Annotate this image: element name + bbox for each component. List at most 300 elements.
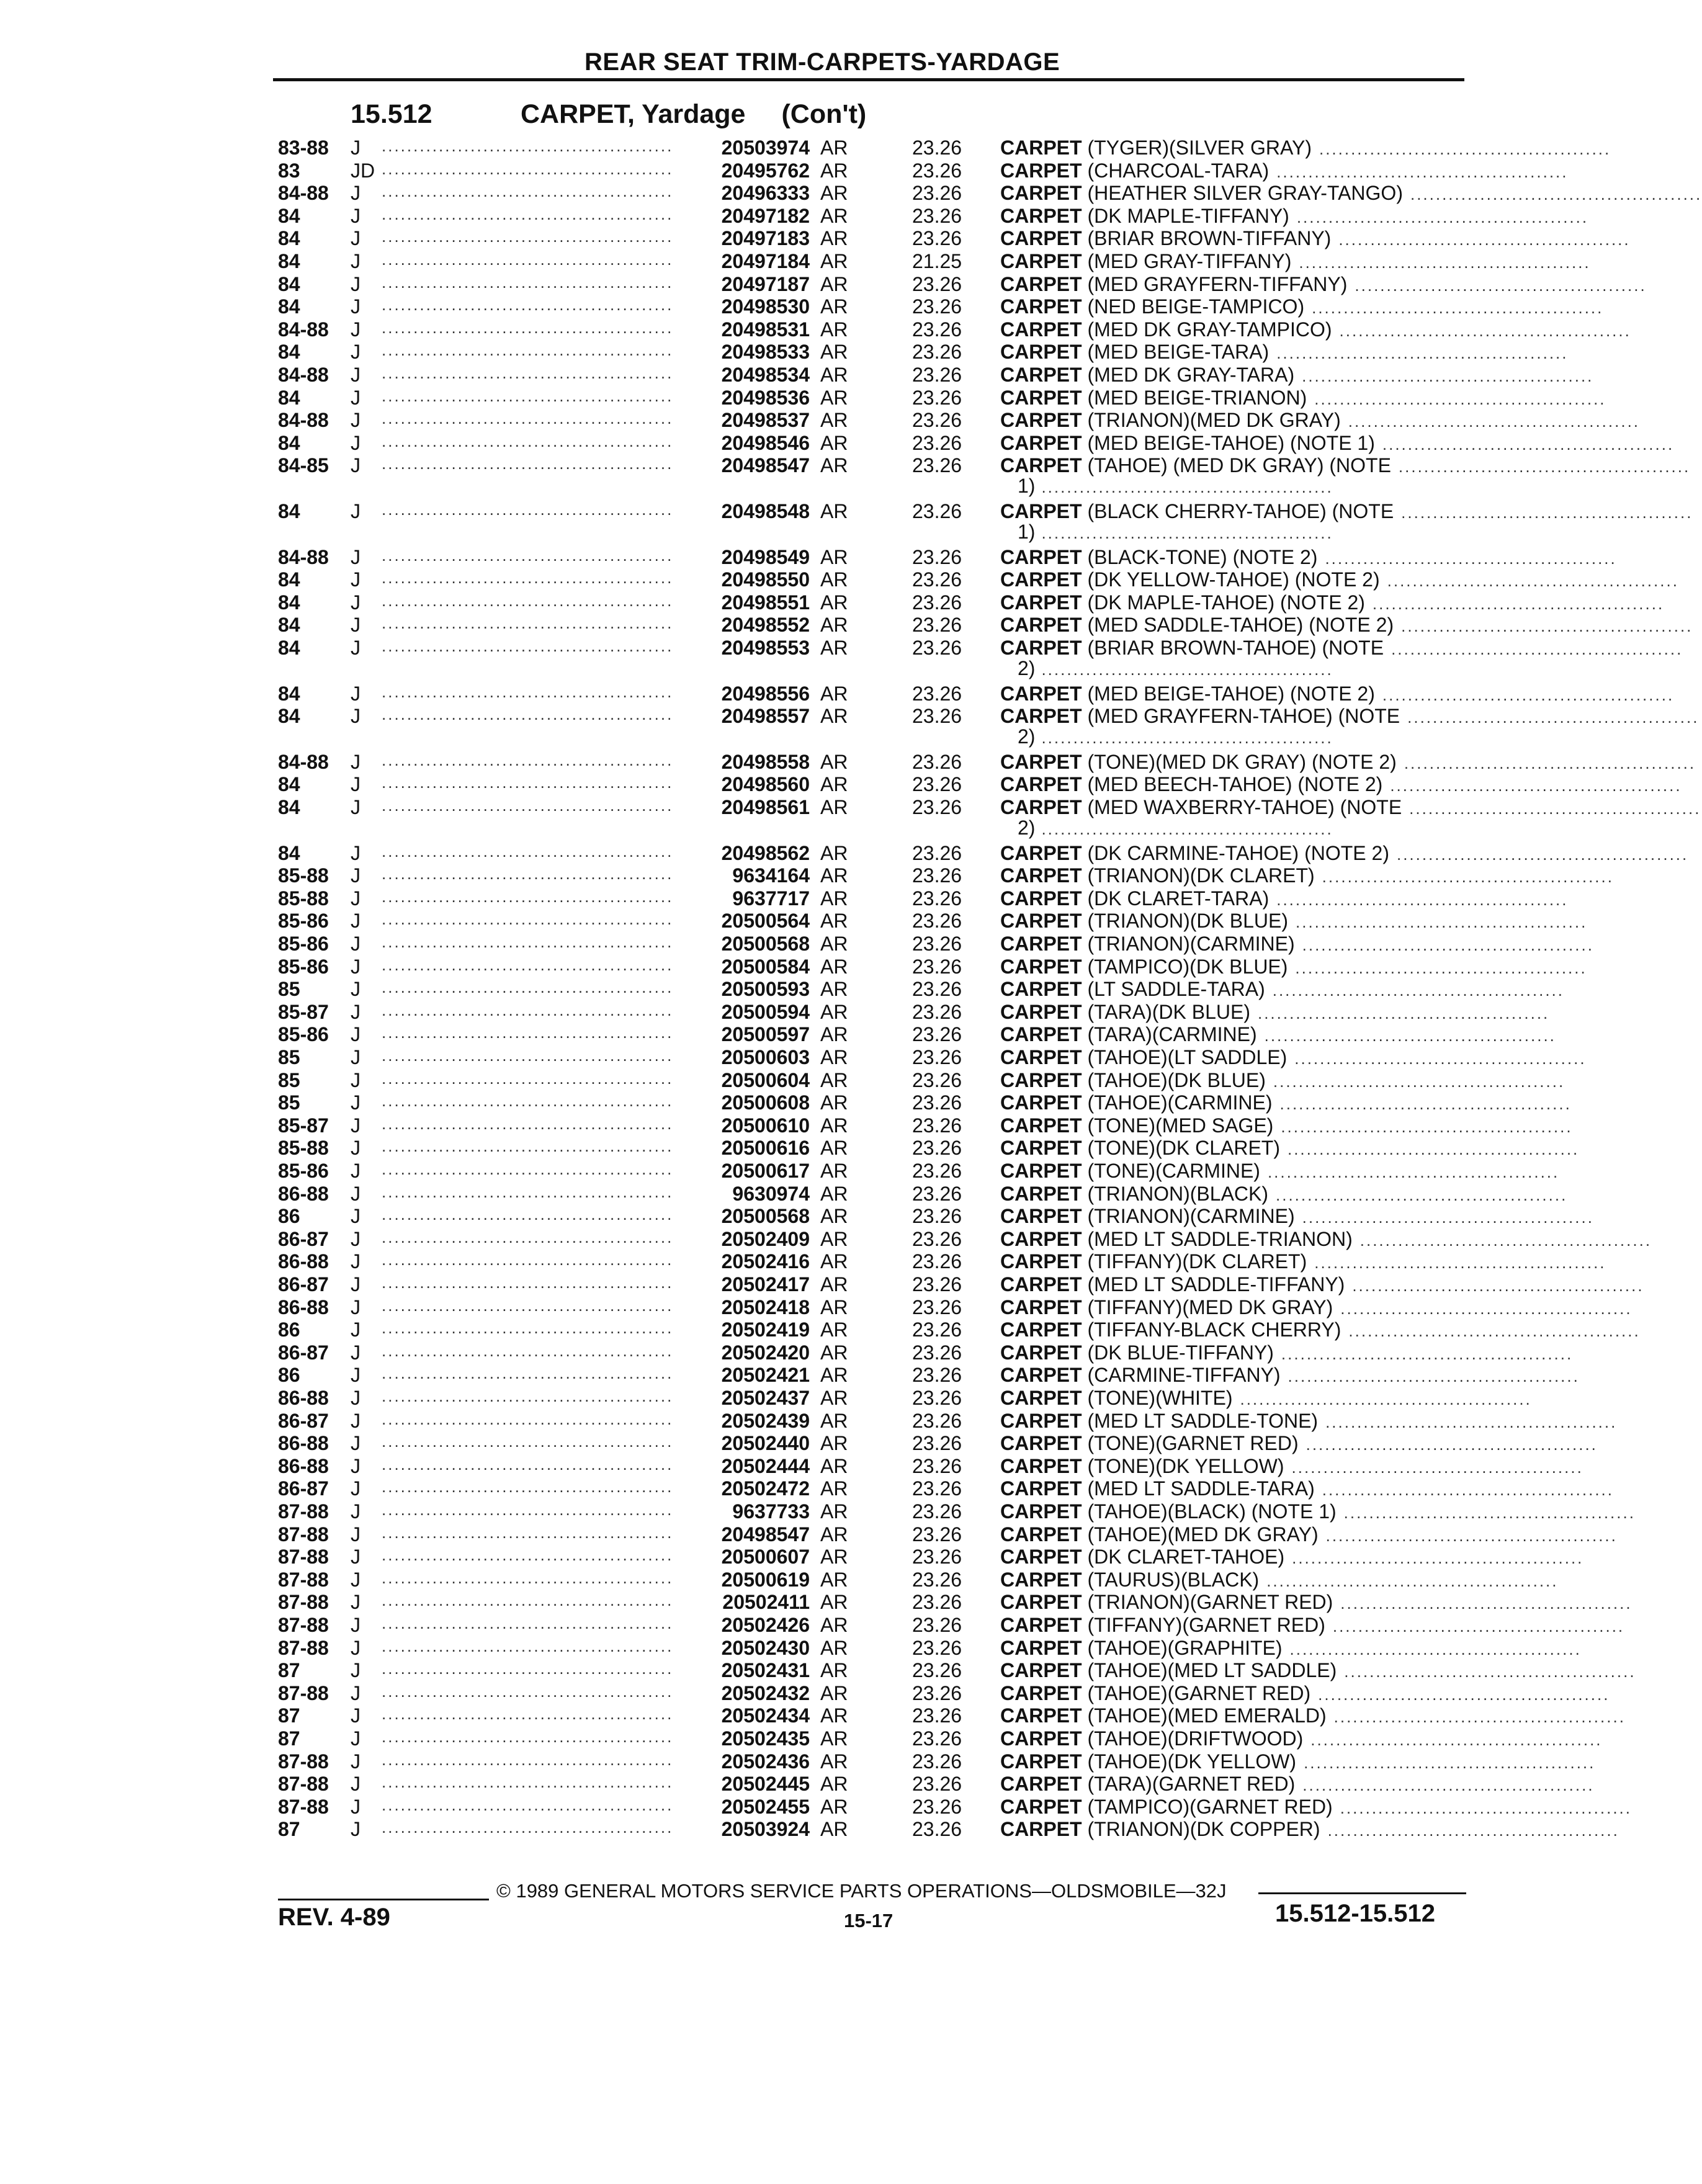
description [1000, 1227, 1652, 1251]
description-text: (TONE)(CARMINE) [1087, 1160, 1260, 1182]
model-years: 85-86 [278, 910, 329, 933]
description [1000, 1568, 1559, 1591]
description-text: (MED GRAYFERN-TAHOE) (NOTE [1087, 705, 1400, 728]
description-text: (TARA)(DK BLUE) [1087, 1000, 1250, 1023]
quantity: AR [820, 1636, 848, 1659]
price: 23.26 [912, 1160, 962, 1182]
quantity: AR [820, 1250, 848, 1273]
table-row [0, 500, 1693, 522]
model-years: 84 [278, 568, 300, 591]
table-row [0, 955, 1587, 978]
description-text: (BLACK-TONE) (NOTE 2) [1087, 545, 1318, 568]
price: 23.26 [912, 1387, 962, 1409]
item-word: CARPET [1000, 409, 1082, 432]
description [1000, 1409, 1618, 1433]
part-number: 20500568 [721, 933, 810, 955]
quantity: AR [820, 1568, 848, 1591]
price: 23.26 [912, 978, 962, 1001]
description-leader: .............................................. [1344, 1662, 1636, 1681]
description [1000, 204, 1589, 228]
price: 23.26 [912, 933, 962, 955]
description-text: (DK CLARET-TARA) [1087, 887, 1270, 910]
quantity: AR [820, 841, 848, 864]
quantity: AR [820, 204, 848, 227]
description-leader: .............................................. [1289, 1639, 1582, 1658]
body-code: J [351, 1454, 361, 1477]
description-continuation [1018, 521, 1446, 544]
price: 23.26 [912, 295, 962, 318]
description-text: (TRIANON)(GARNET RED) [1087, 1591, 1333, 1614]
description-leader: .............................................. [1348, 412, 1641, 431]
description [1000, 1160, 1560, 1183]
table-row [0, 1296, 1633, 1318]
description-text: (MED LT SADDLE-TARA) [1087, 1477, 1315, 1500]
continuation-leader: .............................................. [1041, 523, 1333, 542]
leader-dots: .............................................. [382, 1364, 674, 1383]
description-leader: .............................................. [1302, 1776, 1595, 1795]
price: 23.26 [912, 614, 962, 637]
description-leader: .............................................. [1382, 434, 1675, 454]
leader-dots: .............................................. [382, 1387, 674, 1405]
description-leader: .............................................. [1318, 1685, 1610, 1704]
part-number: 20500608 [721, 1091, 810, 1114]
body-code: J [351, 887, 361, 910]
table-row [0, 204, 1589, 227]
description-text: (TRIANON)(DK COPPER) [1087, 1818, 1320, 1841]
description [1000, 1454, 1583, 1478]
model-years: 85 [278, 1068, 300, 1091]
part-number: 9637733 [732, 1500, 810, 1523]
description [1000, 1477, 1615, 1500]
description-leader: .............................................. [1319, 140, 1611, 158]
quantity: AR [820, 773, 848, 796]
description [1000, 1273, 1644, 1296]
quantity: AR [820, 409, 848, 432]
description-text: (CHARCOAL-TARA) [1087, 159, 1270, 182]
model-years: 87-88 [278, 1523, 329, 1546]
quantity: AR [820, 1023, 848, 1046]
price: 23.26 [912, 1046, 962, 1068]
item-word: CARPET [1000, 1137, 1082, 1160]
description-leader: .............................................. [1390, 776, 1682, 795]
part-number: 20503924 [721, 1818, 810, 1841]
part-number: 20498533 [721, 341, 810, 364]
part-number: 20498562 [721, 841, 810, 864]
description [1000, 910, 1588, 933]
item-word: CARPET [1000, 1341, 1082, 1364]
quantity: AR [820, 318, 848, 341]
description-leader: .............................................. [1266, 1571, 1559, 1590]
item-word: CARPET [1000, 545, 1082, 568]
description-text: (MED BEIGE-TARA) [1087, 341, 1270, 364]
price: 23.26 [912, 1318, 962, 1341]
body-code: J [351, 682, 361, 705]
part-number: 9630974 [732, 1182, 810, 1205]
body-code: J [351, 568, 361, 591]
model-years: 87-88 [278, 1681, 329, 1704]
quantity: AR [820, 1364, 848, 1387]
table-row [0, 545, 1617, 568]
quantity: AR [820, 227, 848, 250]
description [1000, 1681, 1610, 1705]
quantity: AR [820, 1046, 848, 1068]
part-number: 20498547 [721, 454, 810, 477]
price: 23.26 [912, 1546, 962, 1569]
description-leader: .............................................. [1294, 1049, 1587, 1068]
model-years: 86-88 [278, 1250, 329, 1273]
description-text: (MED GRAY-TIFFANY) [1087, 250, 1292, 272]
table-row [0, 364, 1594, 386]
item-word: CARPET [1000, 1681, 1082, 1704]
leader-dots: .............................................. [382, 1454, 674, 1474]
description-leader: .............................................. [1348, 1322, 1641, 1341]
description [1000, 705, 1700, 728]
body-code: J [351, 1500, 361, 1523]
table-row [0, 1409, 1618, 1432]
table-row [0, 1795, 1632, 1818]
item-word: CARPET [1000, 1546, 1082, 1569]
price: 23.26 [912, 1795, 962, 1818]
item-word: CARPET [1000, 1000, 1082, 1023]
item-word: CARPET [1000, 568, 1082, 591]
table-row [0, 705, 1700, 728]
model-years: 85-88 [278, 864, 329, 887]
price: 23.26 [912, 1523, 962, 1546]
price: 23.26 [912, 705, 962, 728]
table-row [0, 1546, 1584, 1569]
leader-dots: .............................................. [382, 637, 674, 655]
quantity: AR [820, 1114, 848, 1137]
quantity: AR [820, 614, 848, 637]
item-word: CARPET [1000, 431, 1082, 454]
leader-dots: .............................................. [382, 1296, 674, 1315]
description-leader: .............................................. [1340, 1299, 1633, 1318]
description-text: (DK CLARET-TAHOE) [1087, 1546, 1285, 1569]
item-word: CARPET [1000, 1114, 1082, 1137]
item-word: CARPET [1000, 500, 1082, 522]
quantity: AR [820, 1523, 848, 1546]
description-text: (MED BEECH-TAHOE) (NOTE 2) [1087, 773, 1383, 796]
description-text: (TAURUS)(BLACK) [1087, 1568, 1260, 1591]
description-text: (TONE)(DK CLARET) [1087, 1137, 1280, 1160]
price: 23.26 [912, 1591, 962, 1614]
table-row [0, 1227, 1652, 1250]
quantity: AR [820, 136, 848, 159]
leader-dots: .............................................. [382, 1409, 674, 1428]
item-word: CARPET [1000, 386, 1082, 409]
model-years: 86-87 [278, 1341, 329, 1364]
model-years: 87-88 [278, 1568, 329, 1591]
leader-dots: .............................................. [382, 1046, 674, 1065]
model-years: 86-87 [278, 1227, 329, 1250]
quantity: AR [820, 250, 848, 272]
description-leader: .............................................. [1343, 1503, 1636, 1522]
price: 23.26 [912, 1068, 962, 1091]
description-text: (MED LT SADDLE-TRIANON) [1087, 1227, 1353, 1250]
description-text: (TAHOE)(MED LT SADDLE) [1087, 1659, 1337, 1682]
model-years: 84 [278, 500, 300, 522]
description-leader: .............................................. [1292, 1549, 1584, 1568]
quantity: AR [820, 1795, 848, 1818]
continuation-text: 2) [1018, 656, 1036, 679]
price: 23.26 [912, 750, 962, 773]
part-number: 20496333 [721, 182, 810, 205]
quantity: AR [820, 159, 848, 182]
quantity: AR [820, 864, 848, 887]
model-years: 84 [278, 250, 300, 272]
description-leader: .............................................. [1404, 753, 1696, 772]
description-leader: .............................................. [1340, 1798, 1632, 1817]
price: 23.26 [912, 341, 962, 364]
description-text: (DK MAPLE-TIFFANY) [1087, 204, 1289, 227]
table-row [0, 1432, 1598, 1455]
item-word: CARPET [1000, 1364, 1082, 1387]
part-number: 20500564 [721, 910, 810, 933]
body-code: J [351, 1273, 361, 1296]
description [1000, 364, 1594, 387]
model-years: 85-86 [278, 933, 329, 955]
description-text: (BRIAR BROWN-TAHOE) (NOTE [1087, 637, 1384, 659]
quantity: AR [820, 1341, 848, 1364]
body-code: J [351, 1750, 361, 1773]
body-code: J [351, 272, 361, 295]
leader-dots: .............................................. [382, 295, 674, 315]
description-text: (DK YELLOW-TAHOE) (NOTE 2) [1087, 568, 1380, 591]
quantity: AR [820, 341, 848, 364]
section-range: 15.512-15.512 [1275, 1900, 1436, 1927]
table-row [0, 1681, 1610, 1704]
table-row [0, 318, 1631, 341]
table-row [0, 750, 1696, 773]
item-word: CARPET [1000, 978, 1082, 1001]
part-number: 20498547 [721, 1523, 810, 1546]
body-code: J [351, 1636, 361, 1659]
model-years: 84 [278, 204, 300, 227]
quantity: AR [820, 1500, 848, 1523]
body-code: J [351, 1409, 361, 1432]
leader-dots: .............................................. [382, 591, 674, 610]
price: 23.26 [912, 1432, 962, 1455]
quantity: AR [820, 272, 848, 295]
table-row [0, 933, 1594, 955]
model-years: 87-88 [278, 1591, 329, 1614]
quantity: AR [820, 1227, 848, 1250]
description-leader: .............................................. [1382, 685, 1675, 704]
quantity: AR [820, 796, 848, 818]
part-number: 20498551 [721, 591, 810, 614]
body-code: J [351, 1205, 361, 1228]
quantity: AR [820, 431, 848, 454]
description-text: (TONE)(WHITE) [1087, 1387, 1233, 1409]
body-code: J [351, 910, 361, 933]
description-text: (TAHOE)(BLACK) (NOTE 1) [1087, 1500, 1337, 1523]
body-code: J [351, 864, 361, 887]
body-code: J [351, 1432, 361, 1455]
item-word: CARPET [1000, 1023, 1082, 1046]
part-number: 20502437 [721, 1387, 810, 1409]
model-years: 84-88 [278, 182, 329, 205]
part-number: 20502420 [721, 1341, 810, 1364]
part-number: 20502417 [721, 1273, 810, 1296]
body-code: J [351, 773, 361, 796]
part-number: 20500603 [721, 1046, 810, 1068]
price: 23.26 [912, 864, 962, 887]
description [1000, 1636, 1582, 1660]
body-code: J [351, 841, 361, 864]
leader-dots: .............................................. [382, 318, 674, 337]
table-row [0, 1069, 1569, 1091]
leader-dots: .............................................. [382, 864, 674, 884]
quantity: AR [820, 386, 848, 409]
price: 23.26 [912, 1273, 962, 1296]
body-code: J [351, 1046, 361, 1068]
leader-dots: .............................................. [382, 1568, 674, 1587]
table-row [0, 454, 1691, 477]
description-leader: .............................................. [1299, 253, 1591, 272]
description [1000, 933, 1594, 956]
item-word: CARPET [1000, 933, 1082, 955]
leader-dots: .............................................. [382, 1477, 674, 1497]
model-years: 87 [278, 1704, 300, 1727]
body-code: J [351, 500, 361, 522]
item-word: CARPET [1000, 1750, 1082, 1773]
page-title: REAR SEAT TRIM-CARPETS-YARDAGE [585, 48, 1060, 76]
table-row [0, 887, 1569, 910]
leader-dots: .............................................. [382, 1273, 674, 1292]
description-leader: .............................................. [1333, 1707, 1626, 1727]
description [1000, 1068, 1565, 1092]
part-number: 20498558 [721, 750, 810, 773]
price: 23.26 [912, 887, 962, 910]
description-continuation [1018, 475, 1446, 498]
description-text: (TAHOE)(GARNET RED) [1087, 1681, 1311, 1704]
model-years: 87-88 [278, 1614, 329, 1636]
description-leader: .............................................. [1296, 913, 1588, 932]
description [1000, 1773, 1595, 1796]
page-number: 15-17 [844, 1910, 894, 1931]
description [1000, 1659, 1636, 1682]
leader-dots: .............................................. [382, 182, 674, 201]
item-word: CARPET [1000, 1795, 1082, 1818]
description [1000, 591, 1665, 614]
leader-dots: .............................................. [382, 568, 674, 588]
body-code: J [351, 341, 361, 364]
leader-dots: .............................................. [382, 1818, 674, 1837]
part-number: 20503974 [721, 136, 810, 159]
part-number: 20500593 [721, 978, 810, 1001]
item-word: CARPET [1000, 1454, 1082, 1477]
part-number: 20498531 [721, 318, 810, 341]
description [1000, 1795, 1632, 1819]
model-years: 84 [278, 341, 300, 364]
item-word: CARPET [1000, 272, 1082, 295]
quantity: AR [820, 1704, 848, 1727]
description-text: (TAHOE)(GRAPHITE) [1087, 1636, 1283, 1659]
revision-date: REV. 4-89 [278, 1904, 390, 1931]
model-years: 84-88 [278, 750, 329, 773]
leader-dots: .............................................. [382, 1227, 674, 1246]
quantity: AR [820, 1068, 848, 1091]
body-code: J [351, 386, 361, 409]
description-leader: .............................................. [1314, 389, 1606, 408]
leader-dots: .............................................. [382, 1114, 674, 1133]
table-row [0, 568, 1679, 591]
description-text: (MED LT SADDLE-TIFFANY) [1087, 1273, 1345, 1296]
part-number: 20500617 [721, 1160, 810, 1182]
part-number: 20498561 [721, 796, 810, 818]
item-word: CARPET [1000, 1477, 1082, 1500]
description-leader: .............................................. [1401, 617, 1693, 636]
part-number: 20495762 [721, 159, 810, 182]
part-number: 20502432 [721, 1681, 810, 1704]
description-text: (MED WAXBERRY-TAHOE) (NOTE [1087, 796, 1402, 818]
item-word: CARPET [1000, 204, 1082, 227]
description-text: (TRIANON)(DK CLARET) [1087, 864, 1315, 887]
body-code: J [351, 1000, 361, 1023]
price: 23.26 [912, 1364, 962, 1387]
description [1000, 500, 1693, 523]
table-row [0, 1614, 1625, 1636]
table-row [0, 1750, 1596, 1773]
leader-dots: .............................................. [382, 1091, 674, 1111]
description [1000, 1296, 1633, 1319]
part-number: 20502435 [721, 1727, 810, 1750]
description-leader: .............................................. [1257, 1003, 1550, 1023]
part-number: 20502419 [721, 1318, 810, 1341]
description-leader: .............................................. [1291, 1457, 1583, 1477]
item-word: CARPET [1000, 1614, 1082, 1636]
description-leader: .............................................. [1372, 594, 1665, 613]
table-row [0, 910, 1588, 933]
body-code: J [351, 295, 361, 318]
description-text: (TYGER)(SILVER GRAY) [1087, 136, 1312, 159]
quantity: AR [820, 1454, 848, 1477]
quantity: AR [820, 1681, 848, 1704]
description [1000, 1546, 1584, 1569]
description-continuation [1018, 657, 1446, 680]
part-number: 20502426 [721, 1614, 810, 1636]
leader-dots: .............................................. [382, 272, 674, 292]
item-word: CARPET [1000, 1727, 1082, 1750]
description-leader: .............................................. [1325, 1412, 1618, 1431]
part-number: 20502421 [721, 1364, 810, 1387]
model-years: 83-88 [278, 136, 329, 159]
leader-dots: .............................................. [382, 364, 674, 382]
item-word: CARPET [1000, 1160, 1082, 1182]
item-word: CARPET [1000, 182, 1082, 205]
price: 23.26 [912, 682, 962, 705]
description-leader: .............................................. [1272, 981, 1565, 1000]
description-text: (BRIAR BROWN-TIFFANY) [1087, 227, 1332, 250]
quantity: AR [820, 1477, 848, 1500]
section-number: 15.512 [351, 99, 432, 129]
item-word: CARPET [1000, 1046, 1082, 1068]
table-row [0, 591, 1665, 614]
part-number: 20500604 [721, 1068, 810, 1091]
table-row [0, 1364, 1580, 1387]
leader-dots: .............................................. [382, 1318, 674, 1338]
price: 23.26 [912, 136, 962, 159]
price: 23.26 [912, 182, 962, 205]
body-code: J [351, 1523, 361, 1546]
leader-dots: .............................................. [382, 250, 674, 269]
item-word: CARPET [1000, 295, 1082, 318]
item-word: CARPET [1000, 1704, 1082, 1727]
price: 21.25 [912, 250, 962, 272]
item-word: CARPET [1000, 1227, 1082, 1250]
body-code: J [351, 1704, 361, 1727]
leader-dots: .............................................. [382, 910, 674, 929]
